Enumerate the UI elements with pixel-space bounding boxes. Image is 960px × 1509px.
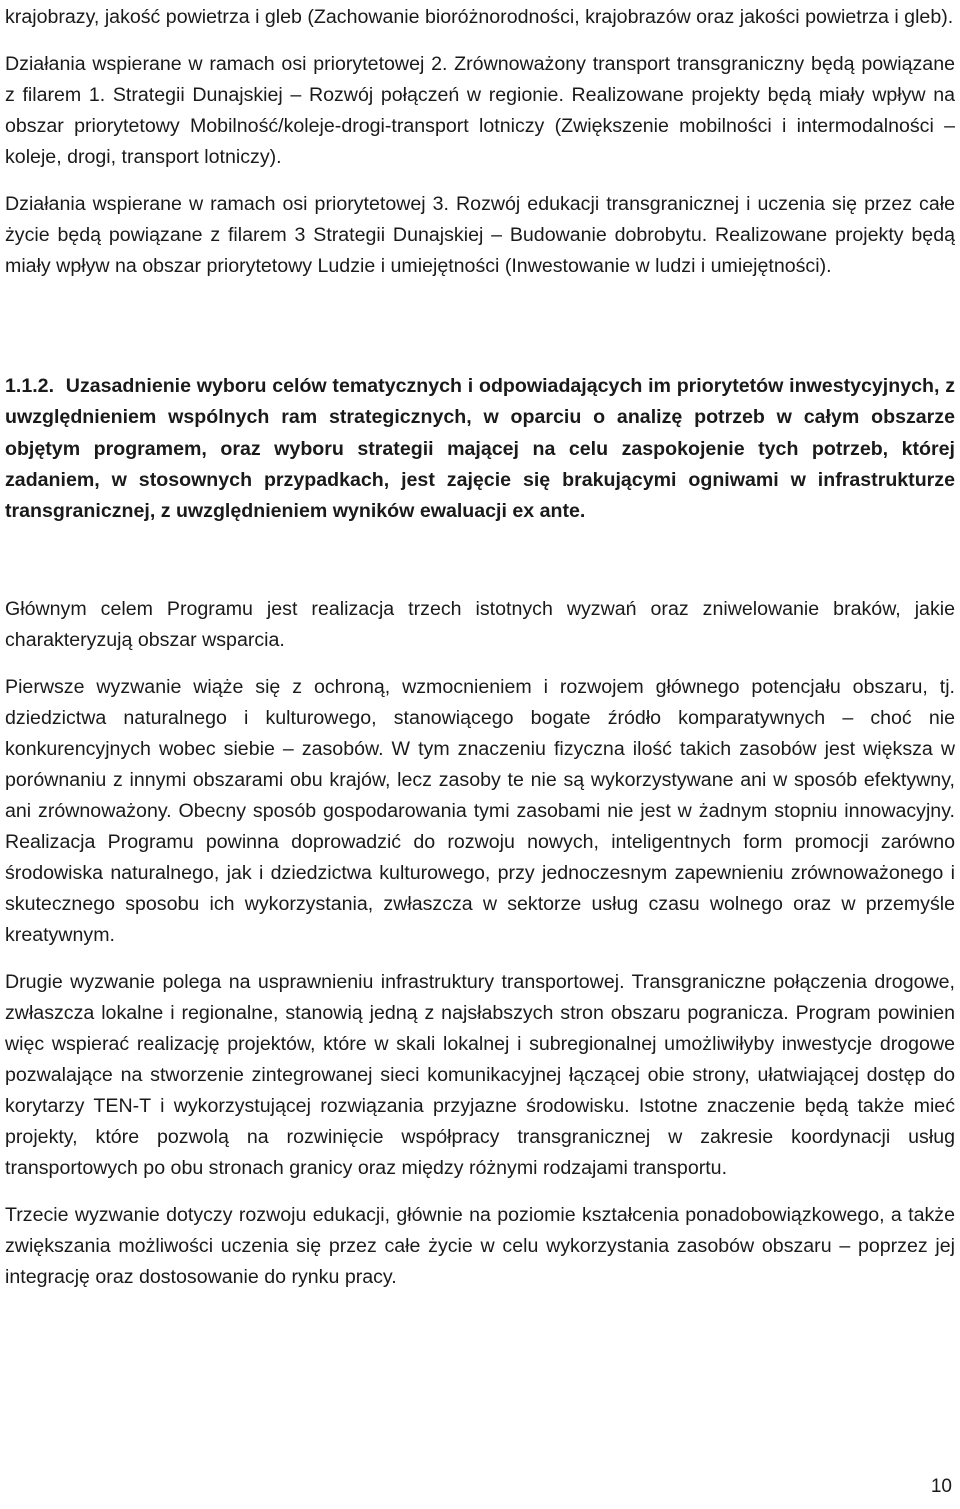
paragraph-main-goal: Głównym celem Programu jest realizacja trzech istotnych wyzwań oraz zniwelowanie braków, jakie charakteryzują obszar wsparcia. — [5, 598, 955, 652]
section-number: 1.1.2. — [5, 375, 55, 397]
section-heading — [5, 371, 955, 527]
paragraph-axis-2: Działania wspierane w ramach osi priorytetowej 2. Zrównoważony transport transgraniczny będą powiązane z filarem 1. Strategii Dunajskiej – Rozwój połączeń w regionie. Realizowane projekty będą miały wpływ na obszar priorytetowy Mobilność/koleje-drogi-transport lotniczy (Zwiększenie mobilności i intermodalności – koleje, drogi, transport lotniczy). — [5, 53, 955, 168]
paragraph-second-challenge: Drugie wyzwanie polega na usprawnieniu infrastruktury transportowej. Transgraniczne połączenia drogowe, zwłaszcza lokalne i regionalne, stanowią jedną z najsłabszych stron obszaru pogranicza. Program powinien więc wspierać realizację projektów, które w skali lokalnej i subregionalnej umożliwiłyby inwestycje drogowe pozwalające na stworzenie zintegrowanej sieci komunikacyjnej łączącej obie strony, ułatwiającej dostęp do korytarzy TEN-T i wykorzystującej rozwiązania przyjazne środowisku. Istotne znaczenie będą także mieć projekty, które pozwolą na rozwinięcie współpracy transgranicznej w zakresie koordynacji usług transportowych po obu stronach granicy oraz między różnymi rodzajami transportu. — [5, 971, 955, 1180]
paragraph-third-challenge: Trzecie wyzwanie dotyczy rozwoju edukacji, głównie na poziomie kształcenia ponadobowiązkowego, a także zwiększania możliwości uczenia się przez całe życie w celu wykorzystania zasobów obszaru – poprzez jej integrację oraz dostosowanie do rynku pracy. — [5, 1204, 955, 1289]
section-title: Uzasadnienie wyboru celów tematycznych i odpowiadających im priorytetów inwestycyjnych, z uwzględnieniem wspólnych ram strategicznych, w oparciu o analizę potrzeb w całym obszarze objętym programem, oraz wyboru strategii mającej na celu zaspokojenie tych potrzeb, której zadaniem, w stosownych przypadkach, jest zajęcie się brakującymi ogniwami w infrastrukturze transgranicznej, z uwzględnieniem wyników ewaluacji ex ante. — [5, 375, 955, 523]
document-page — [5, 0, 955, 1293]
paragraph-first-challenge: Pierwsze wyzwanie wiąże się z ochroną, wzmocnieniem i rozwojem głównego potencjału obszaru, tj. dziedzictwa naturalnego i kulturowego, stanowiącego bogate źródło komparatywnych – choć nie konkurencyjnych wobec siebie – zasobów. W tym znaczeniu fizyczna ilość takich zasobów jest większa w porównaniu z innymi obszarami obu krajów, lecz zasoby te nie są wykorzystywane ani w sposób efektywny, ani zrównoważony. Obecny sposób gospodarowania tymi zasobami nie jest w żadnym stopniu innowacyjny. Realizacja Programu powinna doprowadzić do rozwoju nowych, inteligentnych form promocji zarówno środowiska naturalnego, jak i dziedzictwa kulturowego, przy jednoczesnym zapewnieniu zrównoważonego i skutecznego sposobu ich wykorzystania, zwłaszcza w sektorze usług czasu wolnego oraz w przemyśle kreatywnym. — [5, 676, 955, 947]
paragraph-axis-3: Działania wspierane w ramach osi priorytetowej 3. Rozwój edukacji transgranicznej i uczenia się przez całe życie będą powiązane z filarem 3 Strategii Dunajskiej – Budowanie dobrobytu. Realizowane projekty będą miały wpływ na obszar priorytetowy Ludzie i umiejętności (Inwestowanie w ludzi i umiejętności). — [5, 193, 955, 277]
page-number: 10 — [930, 1476, 952, 1497]
paragraph-continuation: krajobrazy, jakość powietrza i gleb (Zachowanie bioróżnorodności, krajobrazów oraz jakości powietrza i gleb). — [5, 6, 954, 28]
